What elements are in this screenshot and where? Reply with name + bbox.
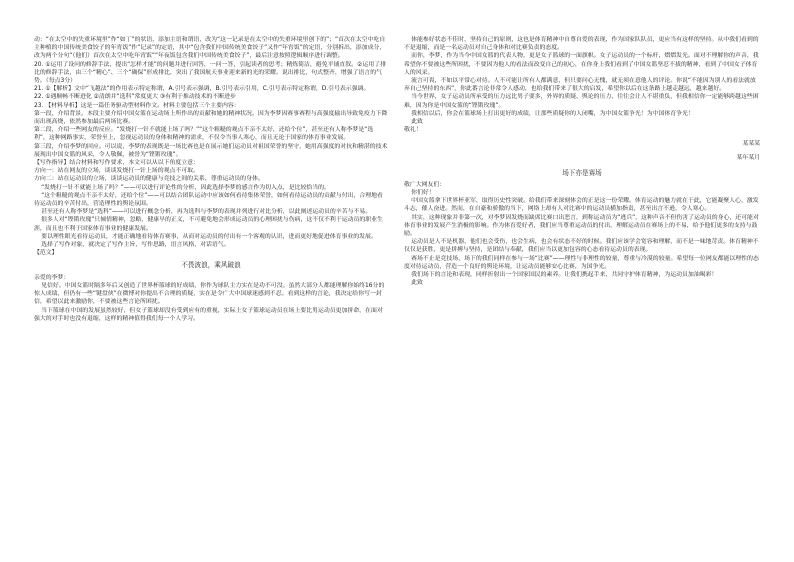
right-column <box>404 36 760 544</box>
answer-paragraph: 23. 【材料导析】这是一篇任务驱动型材料作文。材料主要包括三个主要内容： <box>34 102 240 109</box>
essay-paragraph: 流言可畏，不如以平常心对待。人不可能让所有人都满意，但只要问心无愧，就无须在意他人的评论。你说“不能因为别人的看法就放弃自己坚持的东西”，你此番言论非常令人感动，也给我们带来了很大的启发，希望你以后在这条路上越走越远，越来越好。 <box>404 78 756 93</box>
essay-paragraph: 我相信以后，你会在篮球场上打出更好的成绩，让那些质疑你的人闭嘴，为中国女篮争光！为中国体育争光！ <box>411 110 694 117</box>
answer-paragraph: 甚至还有人称李梦是“选科”——可以进行概念分析，再为选科与李梦的表现并列进行对比分析，以此阐述运动员的辛苦与不易。 <box>41 209 372 216</box>
essay-paragraph: 体能参好状态不佳时，坚持自己的原则，这也是体育精神中自尊自爱的表现，作为国家队队员，更应当有这样的坚持。从中我们看到的不是退缩，而是一名运动员对自己身体和对比赛负责的态度。 <box>404 37 759 52</box>
answer-paragraph: 很多人对“铿锵玫瑰”只倾情精神，忽略，健康早的正义，不可避免地会形成运动员的心理困扰与伤病，这不仅不利于运动员的职业生涯，而且也不利于国家体育事业的健康发展。 <box>34 217 383 232</box>
essay-paragraph: 当今世界，女子运动员所承受的压力远比男子要多，外界的质疑、舆论的压力，往往会让人不堪重负，但我相信你一定能够跨越这些困难，因为你是中国女篮的“铿锵玫瑰”。 <box>404 94 759 109</box>
answer-paragraph: “这个粗糙的观点不亲不太好，还给个位”——可以结合团队运动中应该如何看待集体荣誉，如何看待运动员的贡献与付出，合理地看待运动员的辛苦付出，营造理性的舆论氛围。 <box>34 192 383 208</box>
answer-paragraph: 21. ①【解析】文中“飞越法”的作用表示特定称谓，A.引号表示强调，B.引号表示引用，C.引号表示特定称谓，D.引号表示强调。 <box>34 86 370 93</box>
salutation: 亲爱的李梦： <box>34 274 70 281</box>
essay-paragraph: 我们场下的言论和表现，同样折射出一个国家国民的素养。让我们携起手来，共同守护体育精神，为运动员加油喝彩！ <box>411 271 718 278</box>
essay-title: 不畏波浪，乘风破浪 <box>181 261 241 270</box>
essay-paragraph: 中国女篮拿下世界杯亚军，取得历史性突破。给我们带来深刻体会的正是这一份荣耀。体育运动的魅力就在于此，它能凝聚人心，激发斗志，催人奋进。然而，在自豪和骄傲的当下，网络上却有人对比赛中的运动员横加指责，甚至出言不逊，令人寒心。 <box>404 198 759 213</box>
signature: 某某某 <box>742 141 760 148</box>
sign-off: 此致 <box>411 119 423 126</box>
answer-paragraph: 第三段，介绍李梦的回应。可以说，李梦的表现既是一场比赛也是在展示她们运动员对祖国荣誉的坚守，她用高强度的对抗和精湛的技术展现出中国女篮的风采，令人敬佩，被誉为“铿锵玫瑰”。 <box>34 143 388 158</box>
answer-paragraph: 方向二：站在运动员的立场，谈谈运动员的健康与竞技之间的关系，尊重运动员的身体。 <box>34 176 264 183</box>
essay-paragraph: 见信好。中国女篮时隔多年后又创造了世界杯篮球的好成绩，你作为球队主力实在是功不可没。虽然大部分人都能理解你始终16分的惊人成绩，但仍有一些“键盘侠”在微博对你提出不合理的质疑，实在是令广大中国球迷感到不忍。看到这样的言论，我决定给你写一封信，希望以此来激励你，不要被这些言论所困扰。 <box>34 282 385 306</box>
model-essay-label: 【范文】 <box>34 250 58 257</box>
sign-off: 此致 <box>411 280 423 287</box>
answer-paragraph: 20. ①运用了设问的修辞手法，提出“怎样才能”的问题并进行回答，一问一答，引起读者的思考；精炼简洁，避免平铺直叙。②运用了排比的修辞手法，由三个“精心”、三个“确保”形成排比，突出了我国航天事业迎来新的光的荣耀。说出排比，句式整齐，增强了语言的气势。（每点3分） <box>34 61 386 85</box>
salute: 敬礼！ <box>404 127 422 134</box>
answer-paragraph: 动：“在太空中的失重环境里”作“如丁”的状语，添加主语和谓语，改为“这一记录是在太空中的失重环境里创下的”；“首次在太空中吃自主种植的中国传统美食饺子的年宵饭”作“记录”的定语，其中“包含我们中国传统美食饺子”又作“年宵饭”的定语，分别拆出，添加成分，改为两个分句“（他们）首次在太空中吃年宵饭”“年夜饭包含我们中国传统美食饺子”，最后注意按照逻辑顺序进行调整。 <box>34 37 386 60</box>
answer-paragraph: 22. ①遇顺畅不断进化 ②清朗并“选科”常度更大 ③有利于推动技术的不断进步 <box>34 94 236 101</box>
essay-title: 场下亦是赛场 <box>562 168 602 177</box>
salutation: 敬广大网友们： <box>404 181 446 188</box>
essay-paragraph: 当下篮球在中国的发展虽然较好，但女子篮球却没有受到应有的重视，实际上女子篮球运动员在场上要比男运动员更加拼命，在面对强大的对手时也没有退缩，这样的精神值得我们每一个人学习。 <box>34 307 383 322</box>
essay-paragraph: 运动员是人不是机器，他们也会受伤，也会生病，也会有状态不好的时候。我们应该学会宽容和理解，而不是一味地苛责。体育精神不仅仅是获胜，更是拼搏与坚持，是团结与奉献，我们应当以更加包容的心态看待运动员的表现。 <box>404 239 759 254</box>
essay-paragraph: 其实，这种现象并非第一次，对李梦因发烧而缺席比赛口出恶言，到称运动员为“逃兵”，这种声音不但伤害了运动员的身心，还可能对体育事业的发展产生消极的影响。作为体育爱好者，我们应当尊重运动员的付出，理解运动员在赛场上的不易，给予他们更多的支持与鼓励。 <box>404 214 759 237</box>
essay-paragraph: 赛场不止是竞技场，场下的我们同样在参与一场“比赛”——理性与非理性的较量，尊重与冷漠的较量。希望每一位网友都能以理性的态度对待运动员，营造一个良好的舆论环境，让运动员能够安心比赛，为国争光。 <box>404 255 759 270</box>
answer-paragraph: 要以理性眼光看待运动员，才能正确地看待体育赛事，从而对运动员的付出有一个客观的认识，进而更好地促进体育事业的发展。 <box>41 233 377 240</box>
left-column <box>34 36 388 544</box>
answer-paragraph: 第一段，介绍背景。本段主要介绍中国女篮在运动场上所作出的贡献和她的精神状况。因为李梦因赛事赛程与高强度输出导致免疫力下降而出现高烧，依然参加最后两场比赛。 <box>34 110 388 126</box>
answer-paragraph: 方向一：站在网友的立场，谈谈发烧打一针上场的观点不可取。 <box>34 168 199 175</box>
answer-paragraph: 第二段，介绍一些网友的反应。“发烧打一针不就能上场了吗？”“这个粗糙的观点不亲不太好，还给个位”，甚至还有人称李梦是“选利”，这种网路事实，荣誉至上，忽视运动员的身体和精神的需求，不仅令当事人寒心，而且无论于国家的体育事业发展。 <box>34 127 374 142</box>
letter-date: 某年某月 <box>736 155 760 162</box>
greeting: 你们好！ <box>411 189 435 196</box>
answer-paragraph: 【写作指导】结合材料和写作要求，本文可以从以下角度立意： <box>34 160 199 167</box>
answer-paragraph: “发烧打一针不就能上场了吗？”——可以进行评论性的分析，因此选择李梦的感言作为切入点，是比较恰当的。 <box>41 184 330 191</box>
essay-paragraph: 而你，李梦，作为当今中国女篮的代表人物，更是女子篮球的一面旗帜。女子运动员的一个标杆，熠熠发光。面对不理解你的声音，我希望你不要被这些所困扰，不要因为他人的看法而改变自己的初心，在你身上我们看到了中国女篮坚忍不拔的精神，看到了中国女子体育人的风采。 <box>404 53 759 76</box>
answer-paragraph: 选择了写作对象，就决定了写作主旨，写作思路，语言风格，对话语气。 <box>41 242 230 249</box>
